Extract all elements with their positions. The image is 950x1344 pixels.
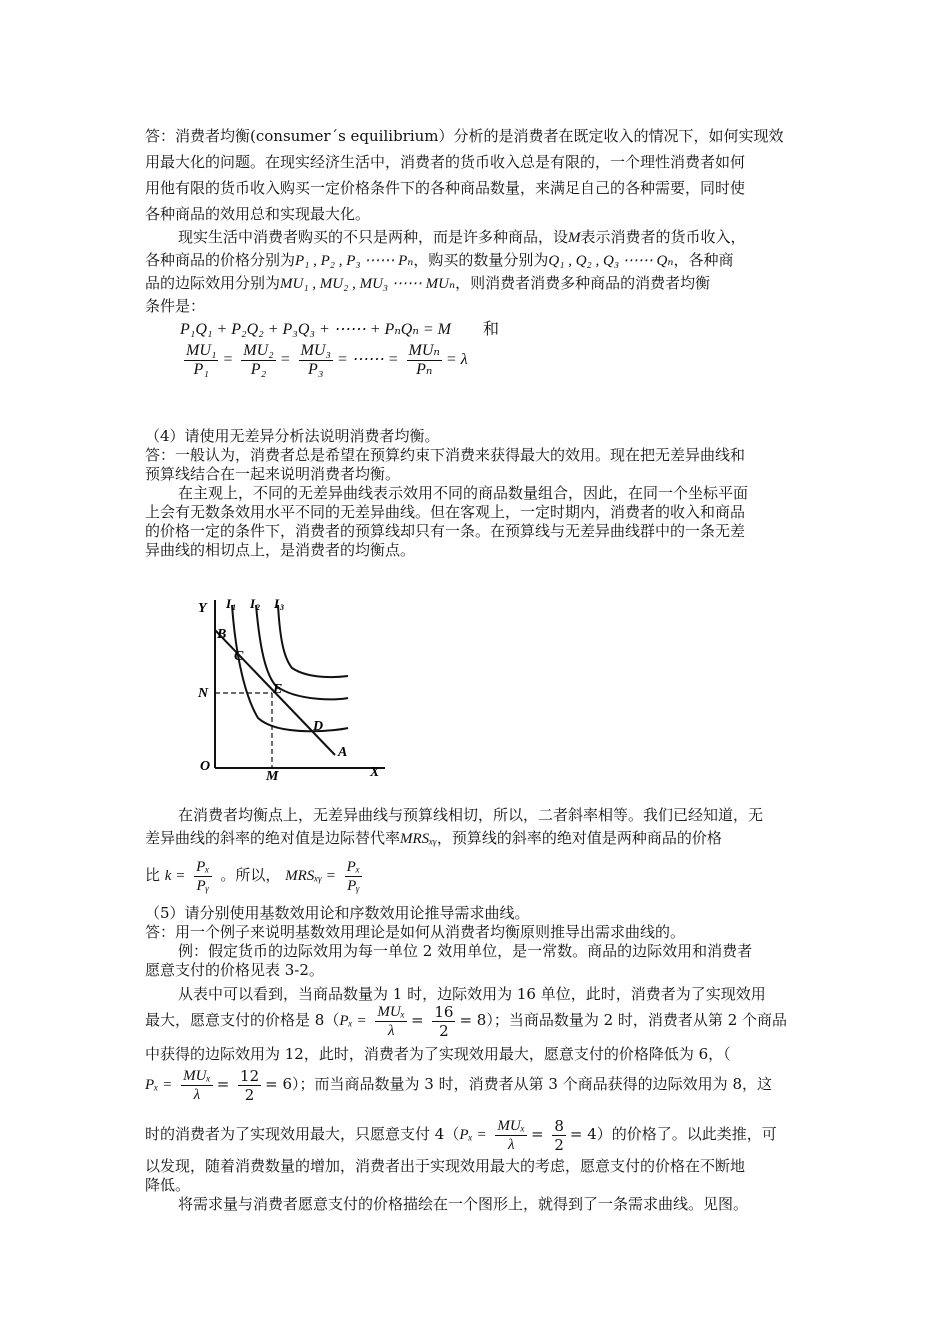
fraction: $\frac{8}{2}$ bbox=[554, 1116, 564, 1154]
text-line: 条件是： bbox=[145, 297, 206, 315]
label-a: A bbox=[338, 745, 348, 760]
fraction: $\frac{\text{MUₙ}}{\text{Pₙ}}$ bbox=[408, 342, 440, 378]
fraction: $\frac{\text{MUₓ}}{\lambda}$ bbox=[377, 1003, 406, 1039]
label-i2: I bbox=[250, 596, 256, 611]
math-mrs: MRSₓᵧ bbox=[400, 831, 437, 847]
indifference-curve-i2 bbox=[256, 605, 348, 699]
label-c: C bbox=[234, 649, 244, 664]
math-mus: MU₁ , MU₂ , MU₃ ⋯⋯ MUₙ bbox=[280, 276, 456, 292]
label-i3-sub: 3 bbox=[280, 603, 284, 612]
label-i1-sub: 1 bbox=[232, 603, 236, 612]
text-line: 差异曲线的斜率的绝对值是边际替代率MRSₓᵧ，预算线的斜率的绝对值是两种商品的价格 bbox=[145, 829, 722, 847]
text-line: 答：一般认为，消费者总是希望在预算约束下消费来获得最大的效用。现在把无差异曲线和 bbox=[145, 446, 746, 464]
text-line: 现实生活中消费者购买的不只是两种，而是许多种商品，设M表示消费者的货币收入， bbox=[178, 228, 746, 246]
text-line: 比 k = $\frac{\text{Pₓ}}{\text{Pᵧ}}$ 。所以， MRSₓᵧ = $\frac{\text{Pₓ}}{\text{Pᵧ}}$ bbox=[145, 858, 361, 894]
fraction: $\frac{\text{MUₓ}}{\lambda}$ bbox=[183, 1067, 211, 1103]
text-line: 在消费者均衡点上，无差异曲线与预算线相切，所以，二者斜率相等。我们已经知道，无 bbox=[178, 806, 764, 824]
text-line: Pₓ = $\frac{\text{MUₓ}}{\lambda}$ = $\frac{12}{2}$ = 6）；而当商品数量为 3 时，消费者从第 3 个商品获得的边际效用为 8，这 bbox=[145, 1066, 772, 1104]
text-line: 上会有无数条效用水平不同的无差异曲线。但在客观上，一定时期内，消费者的收入和商品 bbox=[145, 503, 746, 521]
text-line: 愿意支付的价格见表 3-2。 bbox=[145, 961, 324, 979]
question-title: （5）请分别使用基数效用论和序数效用论推导需求曲线。 bbox=[145, 904, 530, 922]
text-line: 以发现，随着消费数量的增加，消费者出于实现效用最大的考虑，愿意支付的价格在不断地 bbox=[145, 1157, 746, 1175]
math-prices: P₁ , P₂ , P₃ ⋯⋯ Pₙ bbox=[295, 253, 414, 269]
text-line: 各种商品的效用总和实现最大化。 bbox=[145, 205, 371, 223]
question-title: （4）请使用无差异分析法说明消费者均衡。 bbox=[145, 427, 440, 445]
text-line: 在主观上，不同的无差异曲线表示效用不同的商品数量组合，因此，在同一个坐标平面 bbox=[178, 484, 749, 502]
label-o: O bbox=[200, 759, 211, 774]
fraction: $\frac{12}{2}$ bbox=[240, 1066, 260, 1104]
label-i2-sub: 2 bbox=[256, 603, 260, 612]
fraction: $\frac{\text{MUₓ}}{\lambda}$ bbox=[497, 1117, 526, 1153]
label-b: B bbox=[217, 627, 227, 642]
label-m: M bbox=[266, 769, 279, 780]
text-line: 用他有限的货币收入购买一定价格条件下的各种商品数量，来满足自己的各种需要，同时使 bbox=[145, 179, 746, 197]
fraction: $\frac{\text{MU₁}}{\text{P₁}}$ bbox=[186, 342, 217, 378]
indifference-curve-i3 bbox=[278, 605, 348, 677]
label-i3: I bbox=[274, 596, 280, 611]
text-line: 品的边际效用分别为MU₁ , MU₂ , MU₃ ⋯⋯ MUₙ，则消费者消费多种商品的消费者均衡 bbox=[145, 274, 711, 292]
indifference-curve-figure bbox=[190, 590, 400, 780]
equimarginal-equation: $\frac{\text{MU₁}}{\text{P₁}}$ = $\frac{\text{MU₂}}{\text{P₂}}$ = $\frac{\text{MU₃}}{\text{P₃}}$ = ⋯⋯ = $\frac{\text{MUₙ}}{\text{Pₙ}}$ = λ bbox=[186, 342, 468, 378]
text-line: 从表中可以看到，当商品数量为 1 时，边际效用为 16 单位，此时，消费者为了实现效用 bbox=[178, 985, 766, 1003]
text-line: 异曲线的相切点上，是消费者的均衡点。 bbox=[145, 541, 416, 559]
fraction: $\frac{\text{MU₂}}{\text{P₂}}$ bbox=[243, 342, 274, 378]
label-e: E bbox=[273, 682, 283, 697]
text-line: 降低。 bbox=[145, 1176, 191, 1194]
fraction: $\frac{16}{2}$ bbox=[434, 1002, 454, 1040]
text-line: 预算线结合在一起来说明消费者均衡。 bbox=[145, 465, 401, 483]
label-d: D bbox=[313, 719, 324, 734]
text-line: 答：用一个例子来说明基数效用理论是如何从消费者均衡原则推导出需求曲线的。 bbox=[145, 923, 686, 941]
label-n: N bbox=[198, 686, 209, 701]
fraction: $\frac{\text{Pₓ}}{\text{Pᵧ}}$ bbox=[346, 858, 361, 894]
text-line: 例：假定货币的边际效用为每一单位 2 效用单位，是一常数。商品的边际效用和消费者 bbox=[178, 942, 753, 960]
text-line: 答：消费者均衡(consumer´s equilibrium）分析的是消费者在既定收入的情况下，如何实现效 bbox=[145, 127, 784, 145]
label-i1: I bbox=[226, 596, 232, 611]
math-M: M bbox=[568, 230, 581, 246]
label-y: Y bbox=[198, 601, 207, 616]
fraction: $\frac{\text{Pₓ}}{\text{Pᵧ}}$ bbox=[196, 858, 210, 894]
math-quantities: Q₁ , Q₂ , Q₃ ⋯⋯ Qₙ bbox=[548, 253, 674, 269]
text-line: 最大，愿意支付的价格是 8（Pₓ = $\frac{\text{MUₓ}}{\lambda}$ = $\frac{16}{2}$ = 8）；当商品数量为 2 时，消费者从第 2 个商品 bbox=[145, 1002, 788, 1040]
indifference-curve-i1 bbox=[232, 605, 348, 731]
fraction: $\frac{\text{MU₃}}{\text{P₃}}$ bbox=[300, 342, 331, 378]
text-line: 用最大化的问题。在现实经济生活中，消费者的货币收入总是有限的，一个理性消费者如何 bbox=[145, 153, 746, 171]
text-line: 时的消费者为了实现效用最大，只愿意支付 4（Pₓ = $\frac{\text{MUₓ}}{\lambda}$ = $\frac{8}{2}$ = 4）的价格了。以此类推，可 bbox=[145, 1116, 777, 1154]
budget-equation: P₁Q₁ + P₂Q₂ + P₃Q₃ + ⋯⋯ + PₙQₙ = M 和 bbox=[180, 321, 499, 338]
label-x: X bbox=[370, 765, 380, 780]
text-line: 各种商品的价格分别为P₁ , P₂ , P₃ ⋯⋯ Pₙ，购买的数量分别为Q₁ , Q₂ , Q₃ ⋯⋯ Qₙ，各种商 bbox=[145, 251, 734, 269]
text-line: 将需求量与消费者愿意支付的价格描绘在一个图形上，就得到了一条需求曲线。见图。 bbox=[178, 1195, 749, 1213]
text-line: 的价格一定的条件下，消费者的预算线却只有一条。在预算线与无差异曲线群中的一条无差 bbox=[145, 522, 746, 540]
text-line: 中获得的边际效用为 12，此时，消费者为了实现效用最大，愿意支付的价格降低为 6，（ bbox=[145, 1045, 731, 1063]
